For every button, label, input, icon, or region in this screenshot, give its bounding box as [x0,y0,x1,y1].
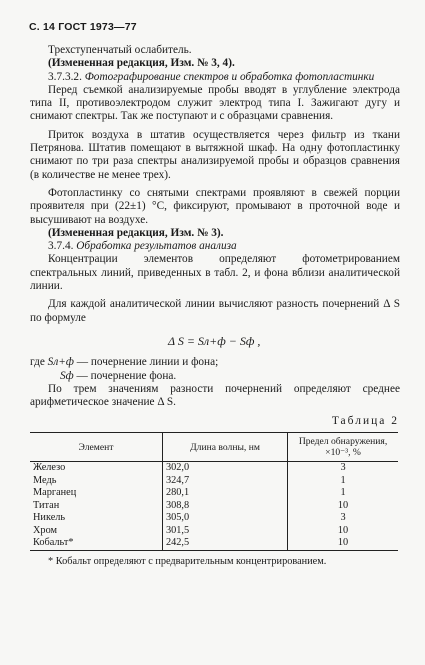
table-header-row [30,433,398,462]
cell-element: Марганец [33,487,77,498]
cell-detection-limit: 10 [288,500,398,513]
paragraph: Фотопластинку со снятыми спектрами проявляют в свежей порции проявителя при (22±1) °С, фиксируют, промывают в проточной воде и высушивают на воздухе. [30,186,400,226]
section-number: 3.7.3.2. [48,70,82,83]
cell-element: Кобальт* [30,537,162,550]
cell-detection-limit: 10 [288,525,398,538]
column-header: Длина волны, нм [162,433,287,462]
amendment-note: (Измененная редакция, Изм. № 3). [48,226,224,239]
table-row [30,512,398,525]
cell-wavelength: 301,5 [162,525,287,538]
formula: Δ S = Sл+ф − Sф , [168,333,261,348]
legend-row [30,356,400,369]
body-text [30,44,400,409]
cell-detection-limit: 3 [288,512,398,525]
formula-legend [30,356,400,383]
amendment-note: (Измененная редакция, Изм. № 3, 4). [48,57,235,70]
data-table [30,432,398,551]
cell-wavelength: 308,8 [162,500,287,513]
legend-text: — почернение линии и фона; [76,356,219,369]
column-header: Предел обнаружения, ×10⁻³, % [288,433,398,462]
section-title: Обработка результатов анализа [76,240,237,253]
paragraph: Перед съемкой анализируемые пробы вводят в углубление электрода типа II, противоэлектродом служит электрод типа I. Зажигают дугу и снимают спектры. Так же поступают и с образцами сравнения. [30,83,400,123]
cell-wavelength: 242,5 [162,537,287,550]
cell-detection-limit: 3 [288,462,398,475]
cell-wavelength: 302,0 [162,462,287,475]
paragraph: Концентрации элементов определяют фотометрированием спектральных линий, приведенных в табл. 2, и фона вблизи аналитической линии. [30,253,400,293]
cell-element: Медь [33,474,57,486]
cell-element: Хром [33,524,58,536]
table-row [30,500,398,513]
section-heading [30,240,400,253]
table-row [30,475,398,488]
section-heading [30,71,400,84]
table-footnote: * Кобальт определяют с предварительным концентрированием. [48,556,327,567]
table-row [30,462,398,475]
legend-row [30,370,400,383]
legend-symbol: Sл+ф [47,356,74,369]
table-row [30,525,398,538]
section-title: Фотографирование спектров и обработка фотопластинки [84,70,375,83]
section-number: 3.7.4. [48,240,74,253]
table-caption: Таблица 2 [331,415,399,427]
page-header: С. 14 ГОСТ 1973—77 [29,21,137,33]
legend-symbol: Sф [60,369,74,382]
paragraph: Трехступенчатый ослабитель. [48,44,192,56]
cell-element: Титан [33,499,60,511]
cell-wavelength: 324,7 [162,475,287,488]
table-row [30,537,398,550]
legend-text: — почернение фона. [76,369,177,382]
cell-element: Железо [33,462,66,473]
column-header: Элемент [30,433,162,462]
cell-wavelength: 280,1 [162,487,287,500]
cell-wavelength: 305,0 [162,512,287,525]
cell-detection-limit: 1 [288,487,398,500]
cell-detection-limit: 10 [288,537,398,550]
paragraph: По трем значениям разности почернений определяют среднее арифметическое значение Δ S. [30,382,400,409]
cell-element: Никель [33,512,66,523]
paragraph: Приток воздуха в штатив осуществляется через фильтр из ткани Петрянова. Штатив помещают в вытяжной шкаф. На одну фотопластинку снимают по три раза спектры анализируемой пробы и образцов сравнения (в количестве не менее трех). [30,128,400,181]
table-row [30,487,398,500]
cell-detection-limit: 1 [288,475,398,488]
paragraph: Для каждой аналитической линии вычисляют разность почернений Δ S по формуле [30,298,400,324]
legend-where-label: где [30,356,45,369]
